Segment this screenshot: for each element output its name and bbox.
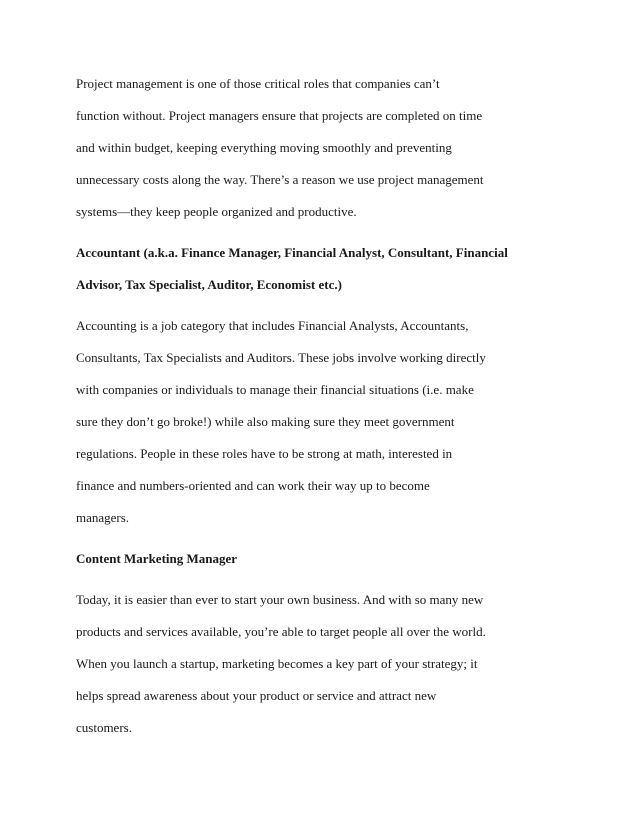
text-line: Accounting is a job category that includes Financial Analysts, Accountants, bbox=[76, 318, 469, 333]
heading-line: Accountant (a.k.a. Finance Manager, Financial Analyst, Consultant, Financial bbox=[76, 245, 508, 260]
text-line: When you launch a startup, marketing becomes a key part of your strategy; it bbox=[76, 656, 478, 671]
text-line: managers. bbox=[76, 510, 130, 525]
text-line: function without. Project managers ensure that projects are completed on time bbox=[76, 108, 483, 123]
text-line: systems—they keep people organized and productive. bbox=[76, 204, 357, 219]
text-line: with companies or individuals to manage their financial situations (i.e. make bbox=[76, 382, 474, 397]
paragraph-gap bbox=[76, 228, 576, 237]
text-line: customers. bbox=[76, 720, 132, 735]
heading-accountant bbox=[76, 237, 576, 301]
text-line: Project management is one of those critical roles that companies can’t bbox=[76, 76, 440, 91]
paragraph-accounting bbox=[76, 310, 576, 534]
heading-line: Content Marketing Manager bbox=[76, 551, 238, 566]
text-line: regulations. People in these roles have to be strong at math, interested in bbox=[76, 446, 453, 461]
heading-line: Advisor, Tax Specialist, Auditor, Economist etc.) bbox=[76, 277, 342, 292]
text-line: unnecessary costs along the way. There’s a reason we use project management bbox=[76, 172, 484, 187]
text-line: finance and numbers-oriented and can work their way up to become bbox=[76, 478, 430, 493]
paragraph-gap bbox=[76, 301, 576, 310]
text-line: sure they don’t go broke!) while also making sure they meet government bbox=[76, 414, 455, 429]
text-line: and within budget, keeping everything moving smoothly and preventing bbox=[76, 140, 452, 155]
heading-content-marketing bbox=[76, 543, 576, 575]
document-body bbox=[76, 68, 576, 744]
paragraph-content-marketing bbox=[76, 584, 576, 744]
paragraph-project-management bbox=[76, 68, 576, 228]
text-line: helps spread awareness about your product or service and attract new bbox=[76, 688, 437, 703]
text-line: Today, it is easier than ever to start your own business. And with so many new bbox=[76, 592, 484, 607]
paragraph-gap bbox=[76, 534, 576, 543]
paragraph-gap bbox=[76, 575, 576, 584]
text-line: products and services available, you’re able to target people all over the world. bbox=[76, 624, 486, 639]
text-line: Consultants, Tax Specialists and Auditors. These jobs involve working directly bbox=[76, 350, 486, 365]
